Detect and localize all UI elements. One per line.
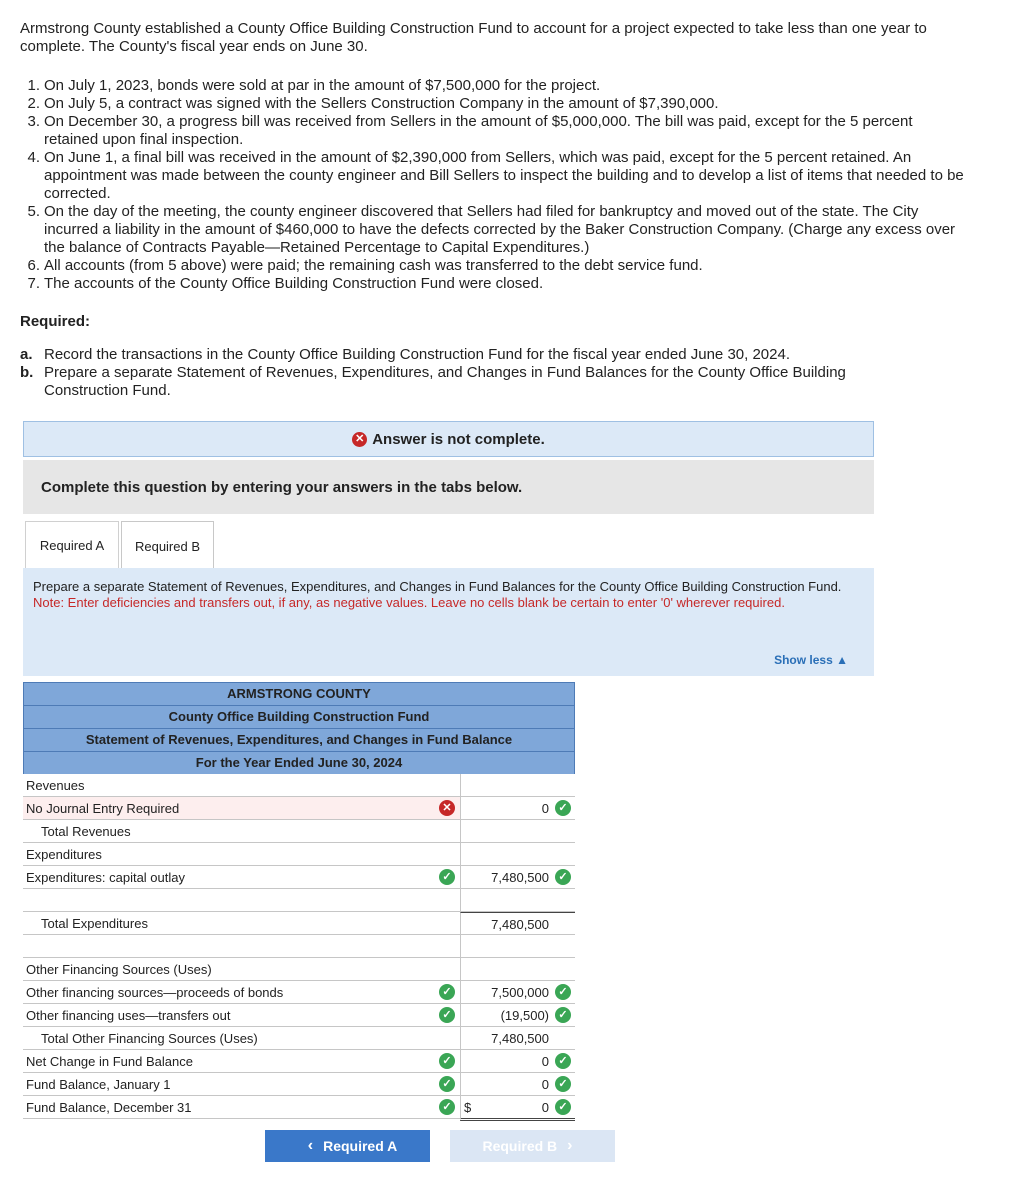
list-item-text: On June 1, a final bill was received in the amount of $2,390,000 from Sellers, which was paid, except for the 5 percent retained. An appointment was made between the county engineer and Bill Sellers to inspect the building and to develop a list of items that needed to be corrected. — [44, 149, 964, 202]
statement-period: For the Year Ended June 30, 2024 — [23, 751, 575, 774]
table-row — [23, 889, 575, 912]
table-row — [23, 820, 575, 843]
check-circle-icon: ✓ — [555, 984, 571, 1000]
instruction-note: Note: Enter deficiencies and transfers out, if any, as negative values. Leave no cells blank be certain to enter '0' wherever required. — [33, 595, 785, 610]
other-financing-heading: Other Financing Sources (Uses) — [26, 962, 212, 977]
fund-balance-end-input[interactable]: 0 — [541, 1100, 549, 1115]
transaction-list — [20, 77, 970, 293]
net-change-input[interactable]: 0 — [541, 1054, 549, 1069]
list-item-text: On July 5, a contract was signed with the Sellers Construction Company in the amount of $7,390,000. — [44, 95, 719, 112]
list-item — [20, 346, 900, 364]
table-row — [23, 1096, 575, 1119]
list-item-text: On the day of the meeting, the county engineer discovered that Sellers had filed for bankruptcy and moved out of the state. The City incurred a liability in the amount of $460,000 to have the defects corrected by the Baker Construction Company. (Charge any excess over the balance of Contracts Payable—Retained Percentage to Capital Expenditures.) — [44, 203, 956, 256]
total-expenditures-value: 7,480,500 — [491, 917, 549, 932]
list-item-number: 5. — [27, 203, 40, 220]
total-expenditures-label: Total Expenditures — [41, 916, 148, 931]
list-item — [20, 113, 970, 149]
list-item-number: a. — [20, 346, 33, 363]
tab-required-b[interactable]: Required B — [121, 521, 214, 570]
statement-title: ARMSTRONG COUNTY — [23, 682, 575, 705]
list-item — [20, 95, 970, 113]
list-item — [20, 364, 900, 400]
list-item-number: 3. — [27, 113, 40, 130]
fund-balance-begin-input[interactable]: 0 — [541, 1077, 549, 1092]
list-item-text: Record the transactions in the County Office Building Construction Fund for the fiscal year ended June 30, 2024. — [44, 346, 790, 363]
chevron-left-icon: ‹ — [307, 1137, 314, 1154]
table-row — [23, 935, 575, 958]
statement-fund-name: County Office Building Construction Fund — [23, 705, 575, 728]
table-row — [23, 981, 575, 1004]
status-text: Answer is not complete. — [372, 430, 545, 448]
tab-required-a[interactable]: Required A — [25, 521, 119, 568]
table-row — [23, 1027, 575, 1050]
check-circle-icon: ✓ — [439, 1076, 455, 1092]
statement-name: Statement of Revenues, Expenditures, and Changes in Fund Balance — [23, 728, 575, 751]
expenditure-item-select[interactable]: Expenditures: capital outlay — [26, 870, 185, 885]
list-item-number: 2. — [27, 95, 40, 112]
complete-prompt: Complete this question by entering your answers in the tabs below. — [41, 478, 523, 496]
triangle-up-icon: ▲ — [836, 653, 848, 667]
fund-statement — [23, 682, 575, 1119]
show-less-link[interactable]: Show less ▲ — [774, 653, 848, 667]
list-item-text: All accounts (from 5 above) were paid; the remaining cash was transferred to the debt service fund. — [44, 257, 703, 274]
required-list — [20, 346, 900, 400]
check-circle-icon: ✓ — [555, 1099, 571, 1115]
expenditures-heading: Expenditures — [26, 847, 102, 862]
revenue-value-input[interactable]: 0 — [541, 801, 549, 816]
table-row — [23, 797, 575, 820]
empty-value-input[interactable] — [460, 889, 575, 911]
list-item-number: 1. — [27, 77, 40, 94]
intro-text: Armstrong County established a County Office Building Construction Fund to account for a project expected to take less than one year to complete. The County's fiscal year ends on June 30. — [20, 20, 927, 55]
check-circle-icon: ✓ — [555, 869, 571, 885]
table-row — [23, 1050, 575, 1073]
list-item-text: The accounts of the County Office Building Construction Fund were closed. — [44, 275, 544, 292]
check-circle-icon: ✓ — [439, 1053, 455, 1069]
table-row — [23, 866, 575, 889]
instruction-text: Prepare a separate Statement of Revenues, Expenditures, and Changes in Fund Balances for the County Office Building Construction Fund. — [33, 579, 842, 594]
total-revenues-label: Total Revenues — [41, 824, 131, 839]
list-item-text: On December 30, a progress bill was received from Sellers in the amount of $5,000,000. The bill was paid, except for the 5 percent retained upon final inspection. — [44, 113, 913, 148]
list-item-text: Prepare a separate Statement of Revenues, Expenditures, and Changes in Fund Balances for the County Office Building Construction Fund. — [44, 364, 846, 399]
list-item-text: On July 1, 2023, bonds were sold at par in the amount of $7,500,000 for the project. — [44, 77, 601, 94]
ofs-item-2-select[interactable]: Other financing uses—transfers out — [26, 1008, 231, 1023]
check-circle-icon: ✓ — [555, 1076, 571, 1092]
table-row — [23, 774, 575, 797]
list-item — [20, 257, 970, 275]
fund-balance-end-label: Fund Balance, December 31 — [26, 1100, 192, 1115]
revenues-heading: Revenues — [26, 778, 85, 793]
check-circle-icon: ✓ — [439, 984, 455, 1000]
instruction-panel — [23, 568, 874, 676]
next-required-b-button[interactable]: Required B › — [450, 1130, 615, 1162]
table-row — [23, 1004, 575, 1027]
table-row — [23, 1073, 575, 1096]
list-item-number: 6. — [27, 257, 40, 274]
dollar-sign: $ — [464, 1100, 472, 1115]
check-circle-icon: ✓ — [555, 1007, 571, 1023]
table-row — [23, 958, 575, 981]
ofs-value-2-input[interactable]: (19,500) — [500, 1008, 549, 1023]
check-circle-icon: ✓ — [439, 869, 455, 885]
answer-status-bar — [23, 421, 874, 457]
check-circle-icon: ✓ — [555, 800, 571, 816]
x-circle-icon: ✕ — [352, 432, 367, 447]
net-change-label: Net Change in Fund Balance — [26, 1054, 193, 1069]
fund-balance-begin-label: Fund Balance, January 1 — [26, 1077, 171, 1092]
x-circle-icon: ✕ — [439, 800, 455, 816]
empty-value-input[interactable] — [460, 935, 575, 957]
problem-intro — [20, 20, 970, 56]
list-item-number: 7. — [27, 275, 40, 292]
revenue-item-select[interactable]: No Journal Entry Required — [26, 801, 180, 816]
list-item — [20, 149, 970, 203]
table-row — [23, 912, 575, 935]
check-circle-icon: ✓ — [439, 1099, 455, 1115]
ofs-item-1-select[interactable]: Other financing sources—proceeds of bonds — [26, 985, 284, 1000]
table-row — [23, 843, 575, 866]
chevron-right-icon: › — [567, 1137, 573, 1154]
complete-prompt-box — [23, 460, 874, 514]
total-ofs-label: Total Other Financing Sources (Uses) — [41, 1031, 258, 1046]
list-item — [20, 77, 970, 95]
total-ofs-value: 7,480,500 — [491, 1031, 549, 1046]
expenditure-value-input[interactable]: 7,480,500 — [491, 870, 549, 885]
check-circle-icon: ✓ — [555, 1053, 571, 1069]
list-item — [20, 203, 970, 257]
list-item — [20, 275, 970, 293]
list-item-number: b. — [20, 364, 34, 381]
required-heading: Required: — [20, 313, 91, 330]
ofs-value-1-input[interactable]: 7,500,000 — [491, 985, 549, 1000]
list-item-number: 4. — [27, 149, 40, 166]
prev-required-a-button[interactable]: ‹ Required A — [265, 1130, 430, 1162]
check-circle-icon: ✓ — [439, 1007, 455, 1023]
